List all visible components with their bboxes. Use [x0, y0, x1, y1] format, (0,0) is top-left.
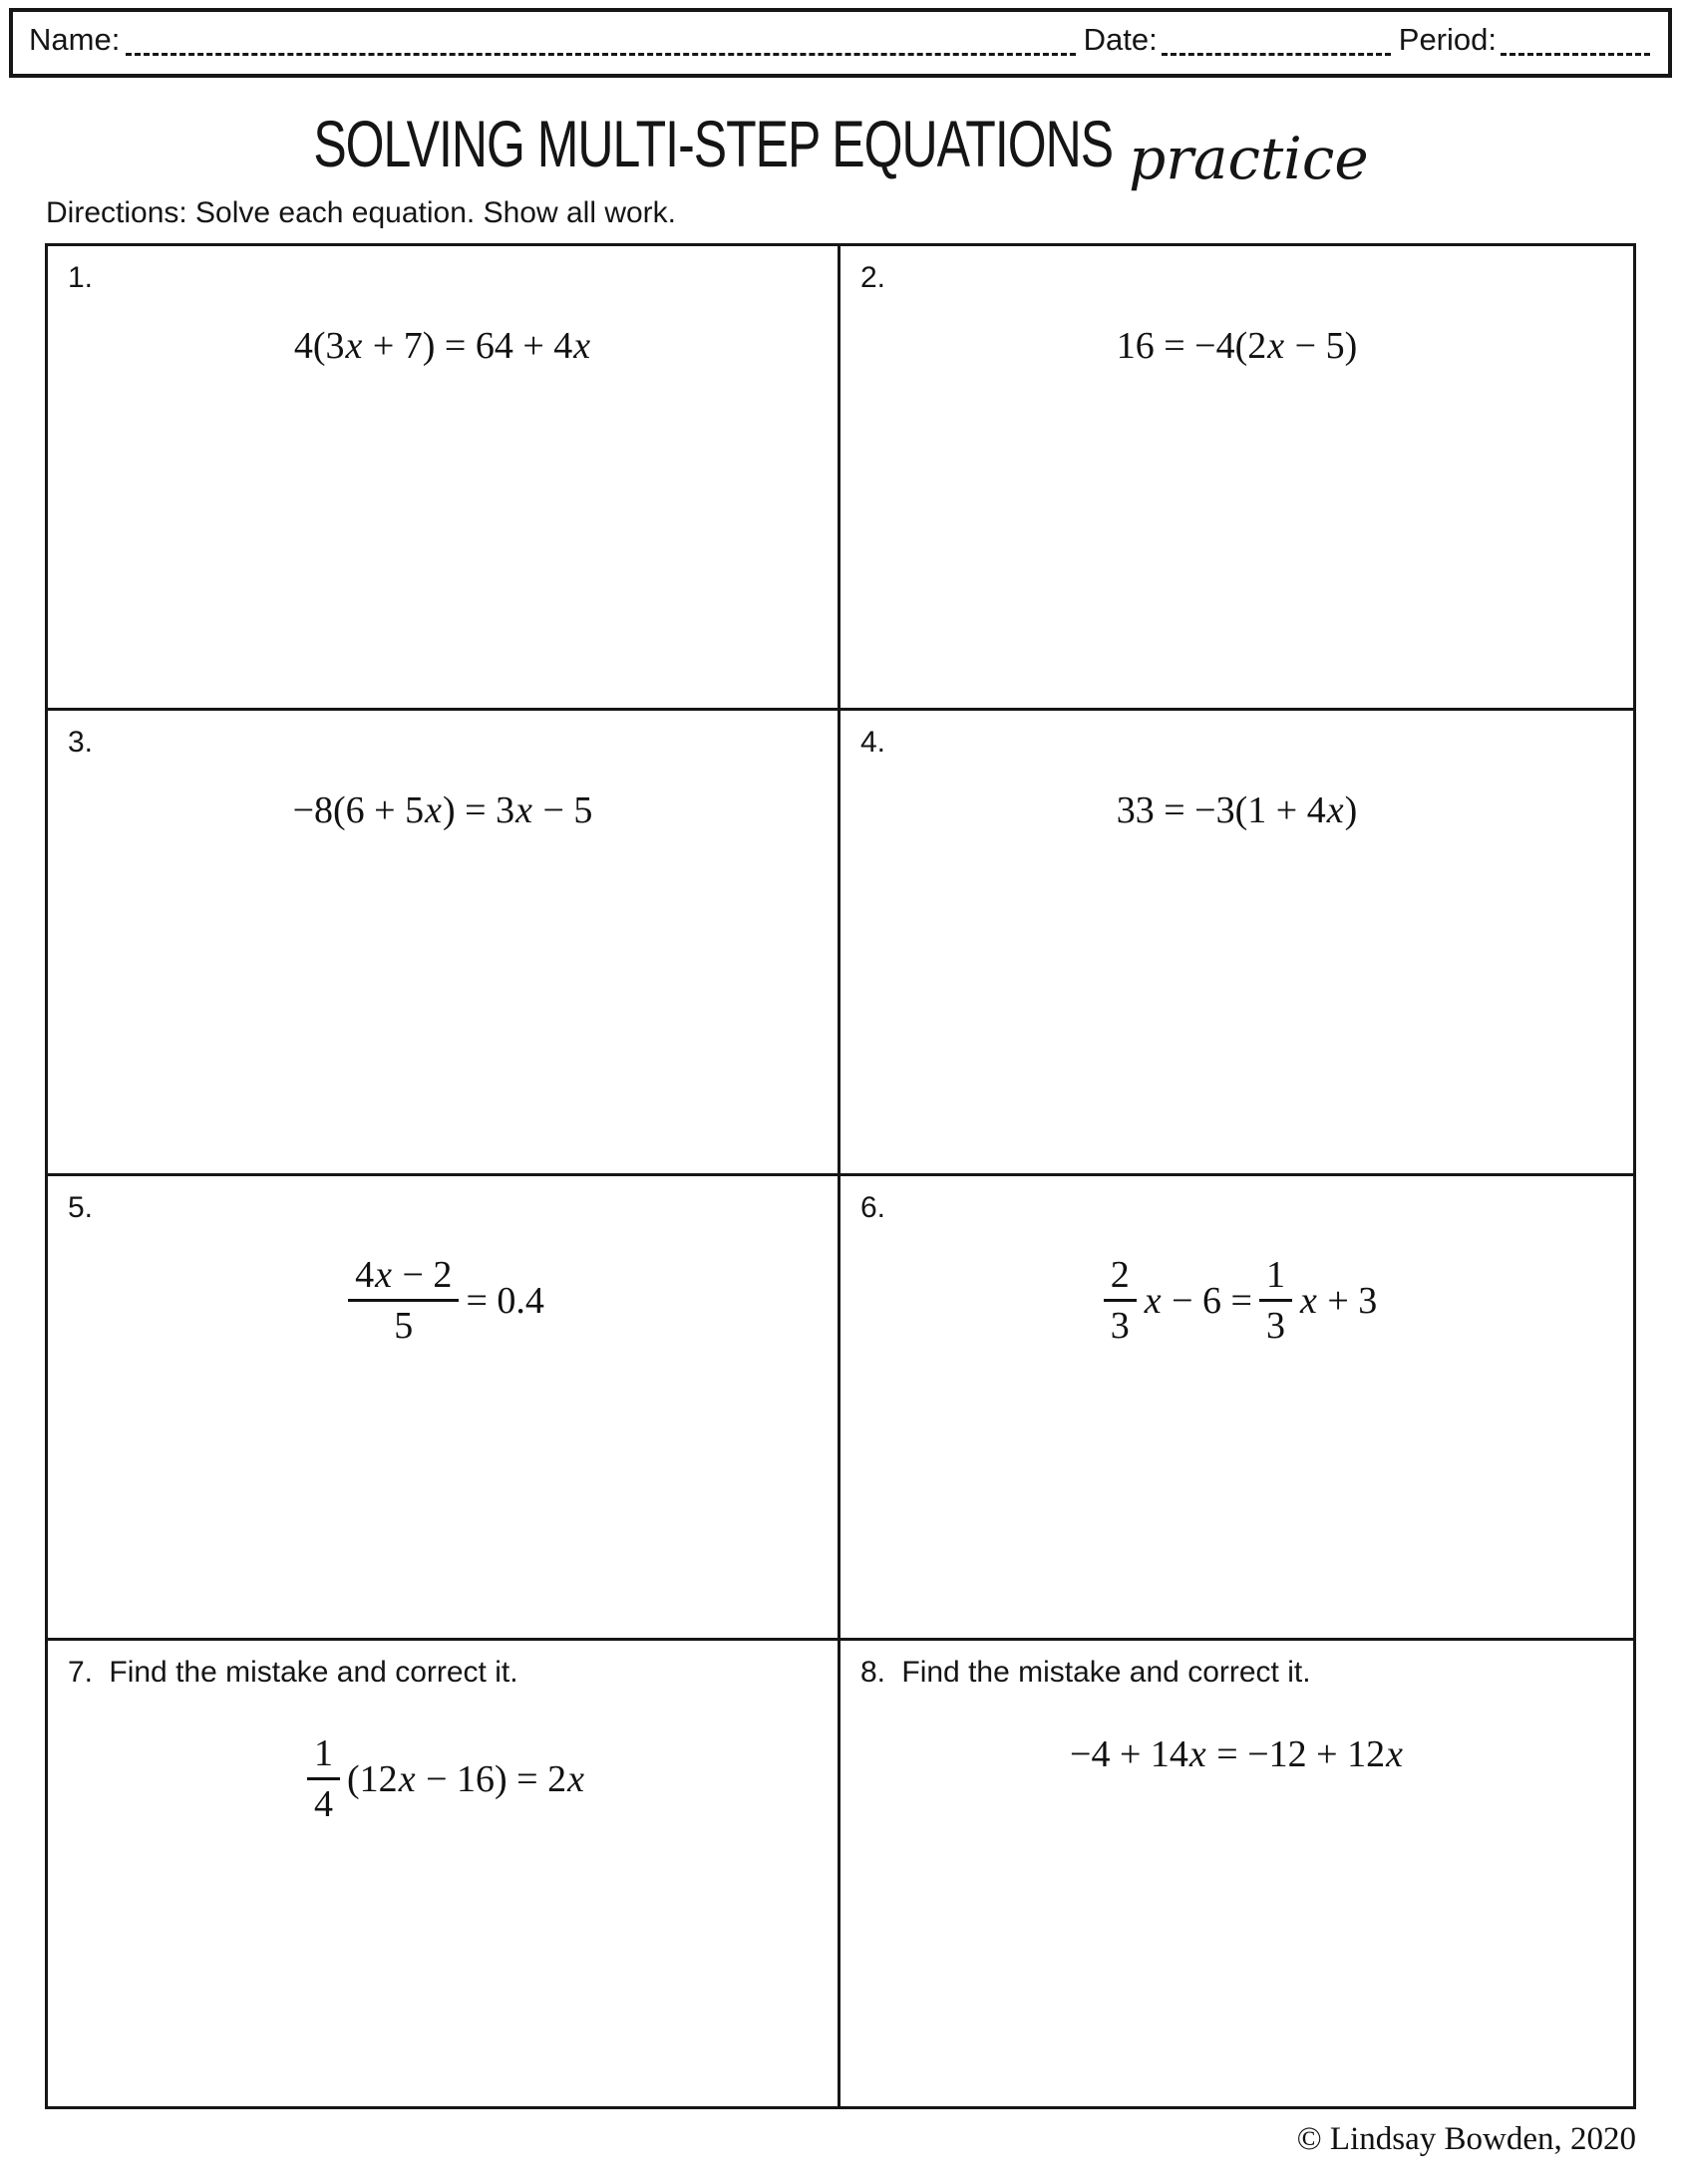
period-label: Period: — [1398, 22, 1497, 57]
page-title — [0, 96, 1682, 192]
problem-prompt: Find the mistake and correct it. — [901, 1655, 1311, 1689]
problem-cell-5 — [48, 1176, 841, 1641]
fraction-denominator: 4 — [314, 1783, 334, 1826]
problem-cell-7 — [48, 1641, 841, 2106]
problem-header — [68, 1190, 818, 1226]
problem-cell-3 — [48, 711, 841, 1176]
problem-header — [860, 260, 1613, 296]
name-blank-line — [126, 48, 1075, 56]
fraction — [1259, 1254, 1292, 1348]
copyright-text: © Lindsay Bowden, 2020 — [1296, 2120, 1636, 2157]
variable-x: x — [1267, 324, 1285, 367]
fraction — [348, 1254, 459, 1348]
variable-x: x — [1188, 1732, 1206, 1775]
fraction — [307, 1732, 340, 1826]
variable-x: x — [425, 788, 442, 831]
problem-header — [860, 1655, 1613, 1691]
equation-text: (12x − 16) = 2x — [347, 1757, 584, 1800]
problem-number: 4. — [860, 725, 886, 759]
problem-equation — [68, 324, 818, 368]
fraction-denominator: 5 — [394, 1305, 414, 1348]
problem-equation — [68, 1254, 818, 1348]
variable-x: x — [1326, 788, 1344, 831]
problem-header — [860, 725, 1613, 761]
problem-equation — [68, 788, 818, 832]
name-label: Name: — [29, 22, 121, 57]
equation-text: −8(6 + 5x) = 3x − 5 — [292, 788, 593, 831]
equation-text: −4 + 14x = −12 + 12x — [1070, 1732, 1403, 1775]
variable-x: x — [515, 788, 532, 831]
fraction-numerator: 1 — [1259, 1254, 1292, 1303]
problem-cell-4 — [841, 711, 1633, 1176]
fraction-numerator: 1 — [307, 1732, 340, 1781]
variable-x: x — [345, 324, 363, 367]
problem-number: 3. — [68, 725, 94, 759]
problem-prompt: Find the mistake and correct it. — [109, 1655, 518, 1689]
fraction-denominator: 3 — [1110, 1305, 1130, 1348]
date-label: Date: — [1083, 22, 1158, 57]
title-accent-text: practice — [1129, 124, 1369, 192]
problem-equation — [860, 1732, 1613, 1776]
equation-text: 16 = −4(2x − 5) — [1116, 324, 1358, 367]
variable-x: x — [398, 1757, 416, 1800]
variable-x: x — [375, 1253, 392, 1296]
equation-text: 33 = −3(1 + 4x) — [1116, 788, 1358, 831]
problem-number: 8. — [860, 1655, 886, 1689]
problem-header — [68, 260, 818, 296]
problem-cell-2 — [841, 246, 1633, 711]
equation-text: 4(3x + 7) = 64 + 4x — [293, 324, 591, 367]
variable-x: x — [567, 1757, 584, 1800]
problem-number: 2. — [860, 260, 886, 294]
period-blank-line — [1501, 48, 1650, 56]
problem-number: 6. — [860, 1190, 886, 1224]
directions-text: Directions: Solve each equation. Show all work. — [46, 195, 676, 229]
problem-equation — [68, 1732, 818, 1826]
date-blank-line — [1162, 48, 1391, 56]
problem-number: 1. — [68, 260, 94, 294]
problem-cell-8 — [841, 1641, 1633, 2106]
problem-header — [860, 1190, 1613, 1226]
variable-x: x — [1386, 1732, 1403, 1775]
problem-header — [68, 1655, 818, 1691]
equation-text: x + 3 — [1299, 1279, 1378, 1322]
fraction-denominator: 3 — [1265, 1305, 1285, 1348]
problems-grid — [45, 243, 1636, 2109]
fraction — [1104, 1254, 1137, 1348]
variable-x: x — [573, 324, 591, 367]
problem-cell-6 — [841, 1176, 1633, 1641]
problem-number: 5. — [68, 1190, 94, 1224]
variable-x: x — [1299, 1279, 1317, 1322]
problem-header — [68, 725, 818, 761]
problem-equation — [860, 1254, 1613, 1348]
student-info-header — [9, 8, 1672, 78]
fraction-numerator: 4x − 2 — [348, 1254, 459, 1303]
equation-text: x − 6 = — [1144, 1279, 1252, 1322]
title-main-text: SOLVING MULTI-STEP EQUATIONS — [313, 107, 1114, 181]
worksheet-page — [0, 8, 1682, 2184]
problem-cell-1 — [48, 246, 841, 711]
problem-number: 7. — [68, 1655, 94, 1689]
fraction-numerator: 2 — [1104, 1254, 1137, 1303]
problem-equation — [860, 788, 1613, 832]
variable-x: x — [1144, 1279, 1162, 1322]
problem-equation — [860, 324, 1613, 368]
equation-text: = 0.4 — [466, 1279, 544, 1322]
